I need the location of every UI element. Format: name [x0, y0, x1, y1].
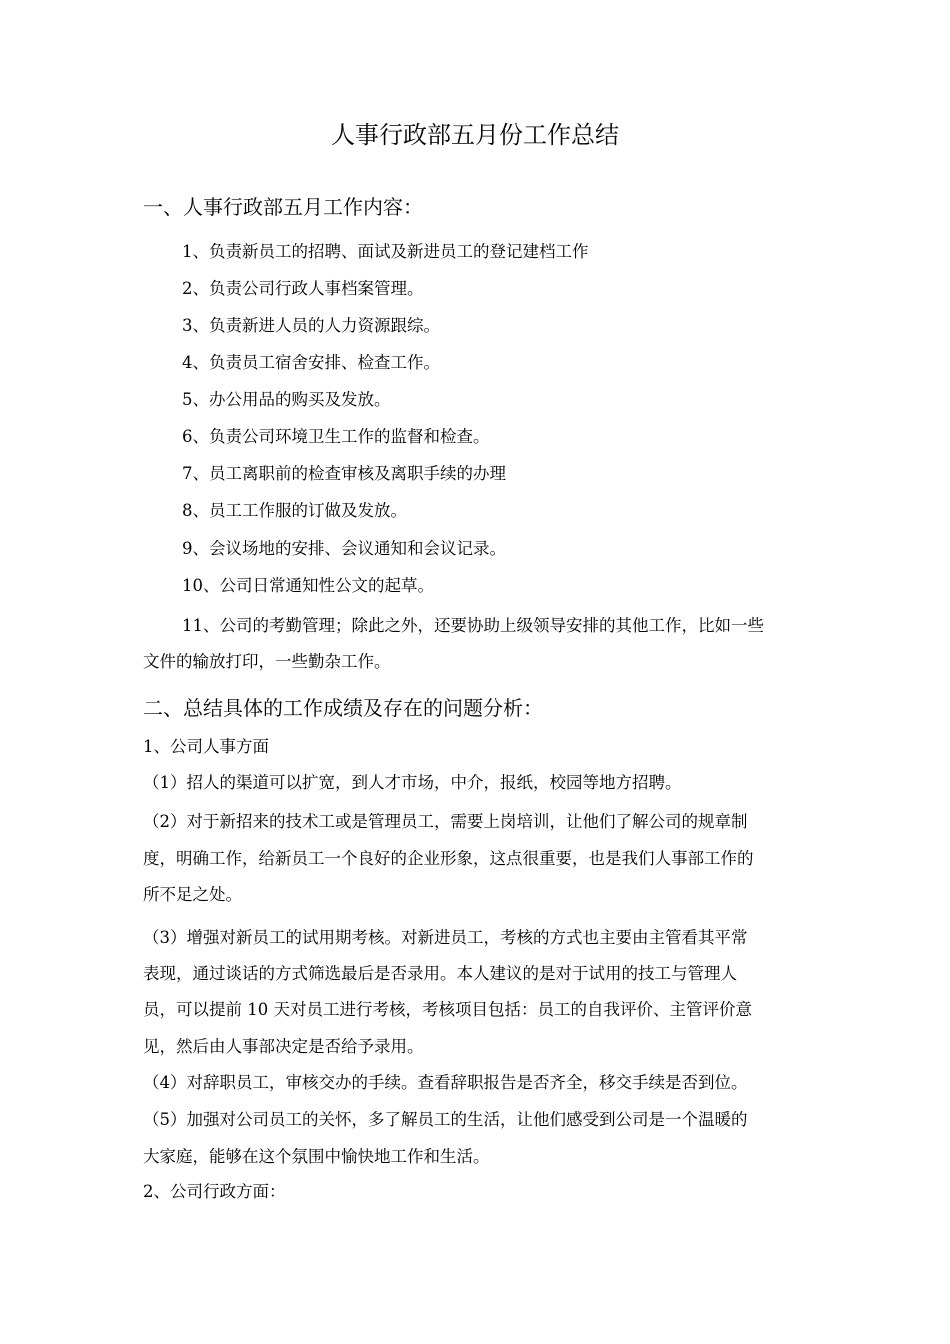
- section-heading-1: 一、人事行政部五月工作内容：: [143, 195, 423, 219]
- section-heading-2: 二、总结具体的工作成绩及存在的问题分析：: [143, 696, 543, 720]
- hr-point-3-line-2: 表现，通过谈话的方式筛选最后是否录用。本人建议的是对于试用的技工与管理人: [143, 964, 737, 983]
- subsection-heading-admin: 2、公司行政方面：: [143, 1182, 286, 1201]
- document-title: 人事行政部五月份工作总结: [331, 121, 619, 149]
- work-item-9: 9、会议场地的安排、会议通知和会议记录。: [182, 539, 506, 558]
- hr-point-3-line-1: （3）增强对新员工的试用期考核。对新进员工，考核的方式也主要由主管看其平常: [143, 928, 748, 947]
- hr-point-5-line-1: （5）加强对公司员工的关怀，多了解员工的生活，让他们感受到公司是一个温暖的: [143, 1110, 748, 1129]
- hr-point-2-line-3: 所不足之处。: [143, 885, 242, 904]
- work-item-6: 6、负责公司环境卫生工作的监督和检查。: [182, 427, 490, 446]
- work-item-8: 8、员工工作服的订做及发放。: [182, 501, 407, 520]
- work-item-2: 2、负责公司行政人事档案管理。: [182, 279, 424, 298]
- work-item-10: 10、公司日常通知性公文的起草。: [182, 576, 434, 595]
- work-item-11-continued: 文件的输放打印，一些勤杂工作。: [143, 652, 391, 671]
- work-item-7: 7、员工离职前的检查审核及离职手续的办理: [182, 464, 506, 483]
- work-item-5: 5、办公用品的购买及发放。: [182, 390, 391, 409]
- hr-point-5-line-2: 大家庭，能够在这个氛围中愉快地工作和生活。: [143, 1147, 490, 1166]
- hr-point-4: （4）对辞职员工，审核交办的手续。查看辞职报告是否齐全，移交手续是否到位。: [143, 1073, 748, 1092]
- subsection-heading-hr: 1、公司人事方面: [143, 737, 269, 756]
- work-item-11: 11、公司的考勤管理；除此之外，还要协助上级领导安排的其他工作，比如一些: [182, 616, 764, 635]
- work-item-4: 4、负责员工宿舍安排、检查工作。: [182, 353, 440, 372]
- work-item-1: 1、负责新员工的招聘、面试及新进员工的登记建档工作: [182, 242, 589, 261]
- hr-point-3-line-3: 员，可以提前 10 天对员工进行考核，考核项目包括：员工的自我评价、主管评价意: [143, 1000, 752, 1019]
- hr-point-3-line-4: 见，然后由人事部决定是否给予录用。: [143, 1037, 424, 1056]
- hr-point-2-line-1: （2）对于新招来的技术工或是管理员工，需要上岗培训，让他们了解公司的规章制: [143, 812, 748, 831]
- work-item-3: 3、负责新进人员的人力资源跟综。: [182, 316, 440, 335]
- hr-point-1: （1）招人的渠道可以扩宽，到人才市场，中介，报纸，校园等地方招聘。: [143, 773, 682, 792]
- hr-point-2-line-2: 度，明确工作，给新员工一个良好的企业形象，这点很重要，也是我们人事部工作的: [143, 849, 754, 868]
